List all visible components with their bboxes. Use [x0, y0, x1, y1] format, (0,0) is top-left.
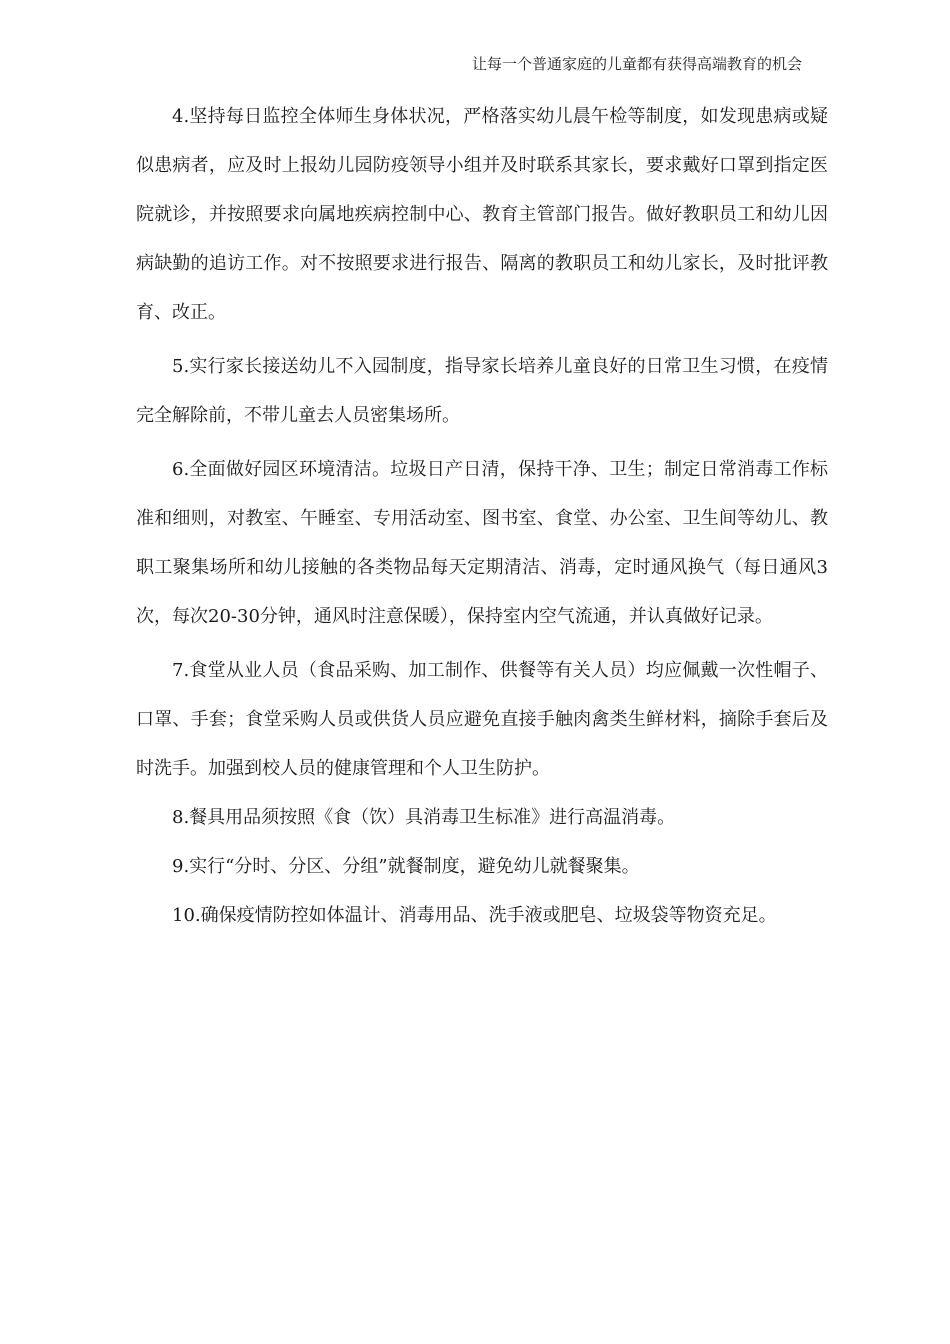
paragraph-item-7: 7.食堂从业人员（食品采购、加工制作、供餐等有关人员）均应佩戴一次性帽子、口罩、手套；食堂采购人员或供货人员应避免直接手触肉禽类生鲜材料，摘除手套后及时洗手。加强到校人员的健康管理和个人卫生防护。	[136, 660, 828, 779]
paragraph-item-9: 9.实行“分时、分区、分组”就餐制度，避免幼儿就餐聚集。	[172, 856, 640, 877]
paragraph-item-4: 4.坚持每日监控全体师生身体状况，严格落实幼儿晨午检等制度，如发现患病或疑似患病者，应及时上报幼儿园防疫领导小组并及时联系其家长，要求戴好口罩到指定医院就诊，并按照要求向属地疾病控制中心、教育主管部门报告。做好教职员工和幼儿因病缺勤的追访工作。对不按照要求进行报告、隔离的教职员工和幼儿家长，及时批评教育、改正。	[136, 106, 828, 323]
header-slogan: 让每一个普通家庭的儿童都有获得高端教育的机会	[471, 55, 802, 73]
paragraph-item-10: 10.确保疫情防控如体温计、消毒用品、洗手液或肥皂、垃圾袋等物资充足。	[172, 905, 777, 926]
document-body	[136, 92, 828, 940]
paragraph-item-6: 6.全面做好园区环境清洁。垃圾日产日清，保持干净、卫生；制定日常消毒工作标准和细则，对教室、午睡室、专用活动室、图书室、食堂、办公室、卫生间等幼儿、教职工聚集场所和幼儿接触的各类物品每天定期清洁、消毒，定时通风换气（每日通风3次，每次20-30分钟，通风时注意保暖），保持室内空气流通，并认真做好记录。	[136, 459, 828, 627]
paragraph-item-5: 5.实行家长接送幼儿不入园制度，指导家长培养儿童良好的日常卫生习惯，在疫情完全解除前，不带儿童去人员密集场所。	[136, 356, 828, 426]
paragraph-item-8: 8.餐具用品须按照《食（饮）具消毒卫生标准》进行高温消毒。	[172, 807, 676, 828]
